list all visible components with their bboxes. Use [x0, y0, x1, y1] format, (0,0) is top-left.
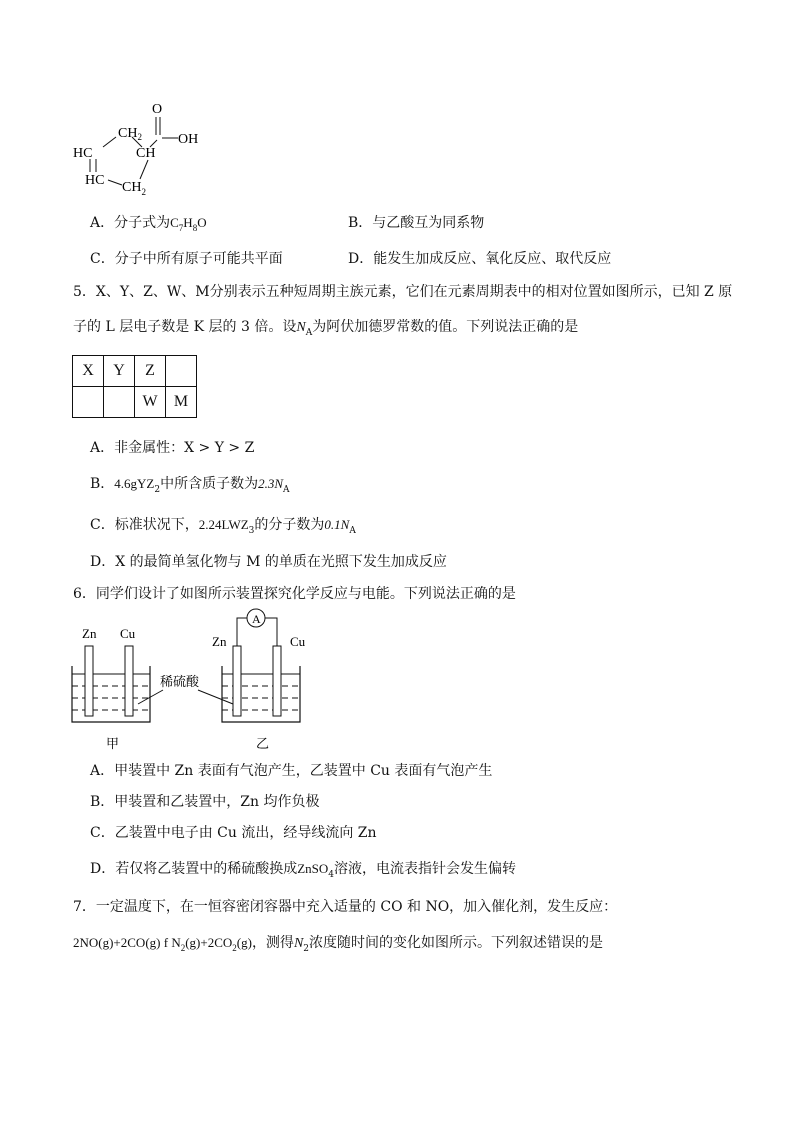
q7-stem-line2: 2NO(g)+2CO(g) f $N_2(g)+2CO_2(g)$，测得$N_2$浓度随时间的变化如图所示。下列叙述错误的是 — [73, 935, 604, 954]
q5-stem-line2: 子的 L 层电子数是 K 层的 3 倍。设$N_A$为阿伏加德罗常数的值。下列说法正确的是 — [73, 319, 579, 338]
atom-o: O — [152, 102, 163, 117]
q4-option-b: B．与乙酸互为同系物 — [348, 215, 485, 231]
q4-option-a: A．分子式为$C_7H_8O$ — [90, 215, 207, 233]
atom-hc-upper: HC — [73, 146, 93, 161]
atom-ch: CH — [136, 146, 156, 161]
atom-hc-lower: HC — [85, 173, 105, 188]
cell-z: Z — [135, 356, 166, 387]
q5-stem-line1: 5．X、Y、Z、W、M分别表示五种短周期主族元素，它们在元素周期表中的相对位置如图所示，已知 Z 原 — [73, 284, 733, 300]
q4-option-c: C．分子中所有原子可能共平面 — [90, 251, 283, 267]
caption-right: 乙 — [256, 736, 270, 751]
q6-option-c: C．乙装置中电子由 Cu 流出，经导线流向 Zn — [90, 825, 377, 841]
atom-ch2-top: CH — [118, 126, 138, 141]
molecule-structure — [70, 95, 220, 205]
atom-ch2-bottom: CH — [122, 180, 142, 195]
q6-option-b: B．甲装置和乙装置中，Zn 均作负极 — [90, 794, 320, 810]
cell-m: M — [166, 387, 197, 418]
zn-electrode-left — [85, 646, 93, 716]
cell-empty — [166, 356, 197, 387]
q6-option-d: D．若仅将乙装置中的稀硫酸换成ZnSO$_4$溶液，电流表指针会发生偏转 — [90, 861, 517, 880]
formula-part: H — [183, 215, 193, 230]
periodic-table-fragment — [72, 355, 197, 418]
cell-y: Y — [104, 356, 135, 387]
label-cu-right: Cu — [290, 634, 306, 649]
q5-option-a: A．非金属性：X > Y > Z — [90, 440, 255, 456]
caption-left: 甲 — [106, 736, 120, 751]
q5-option-c: C．标准状况下，$2.24LWZ_3$的分子数为$0.1N_A$ — [90, 517, 356, 536]
cell-empty — [104, 387, 135, 418]
svg-text:CH2 — [122, 180, 146, 197]
label-zn-left: Zn — [82, 626, 97, 641]
zn-electrode-right — [233, 646, 241, 716]
cu-electrode-right — [273, 646, 281, 716]
galvanic-cell-figure — [68, 606, 328, 756]
cell-w: W — [135, 387, 166, 418]
atom-ch2-bottom-sub: 2 — [141, 187, 146, 197]
q5-option-b: B．4.6gYZ$_2$中所含质子数为$2.3N_A$ — [90, 476, 290, 495]
q7-stem-line1: 7．一定温度下，在一恒容密闭容器中充入适量的 CO 和 NO，加入催化剂，发生反应： — [73, 899, 618, 915]
formula-part: 8 — [192, 223, 198, 233]
svg-text:CH2 — [118, 126, 142, 142]
atom-oh: OH — [178, 132, 199, 147]
q4-option-d: D．能发生加成反应、氧化反应、取代反应 — [348, 251, 612, 267]
cu-electrode-left — [125, 646, 133, 716]
acid-label: 稀硫酸 — [160, 674, 200, 689]
ammeter-label: A — [252, 612, 261, 626]
q6-stem: 6．同学们设计了如图所示装置探究化学反应与电能。下列说法正确的是 — [73, 586, 516, 602]
cell-x: X — [73, 356, 104, 387]
cell-empty — [73, 387, 104, 418]
formula-part: C — [170, 215, 179, 230]
formula-part: 7 — [178, 223, 184, 233]
atom-ch2-top-sub: 2 — [137, 132, 142, 142]
q6-option-a: A．甲装置中 Zn 表面有气泡产生，乙装置中 Cu 表面有气泡产生 — [90, 763, 493, 779]
label-cu-left: Cu — [120, 626, 136, 641]
formula-part: O — [197, 215, 207, 230]
q5-option-d: D．X 的最简单氢化物与 M 的单质在光照下发生加成反应 — [90, 554, 447, 570]
label-zn-right: Zn — [212, 634, 227, 649]
